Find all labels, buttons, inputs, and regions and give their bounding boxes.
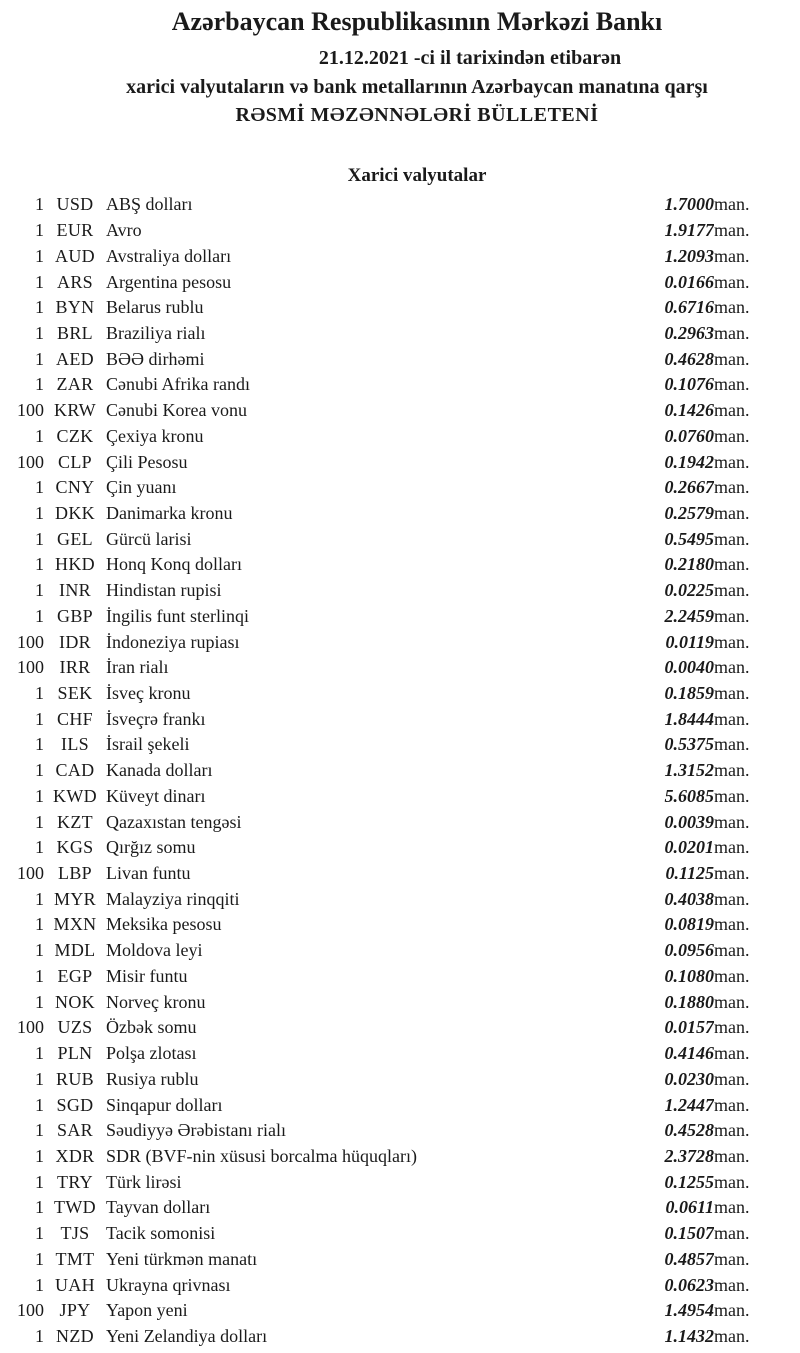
table-row [0, 1324, 800, 1350]
unit-label: man. [714, 1120, 750, 1141]
rate-value: 2.2459 [664, 605, 714, 626]
currency-name: Tayvan dolları [106, 1197, 211, 1218]
effective-date-line: 21.12.2021 -ci il tarixindən etibarən [318, 47, 622, 69]
currency-code: SGD [56, 1094, 94, 1115]
table-row [0, 1221, 800, 1247]
rate-nominal: 1 [35, 220, 44, 241]
currency-code: ARS [57, 271, 93, 292]
table-row [0, 989, 800, 1015]
table-row [0, 501, 800, 527]
rate-value: 0.1125 [665, 863, 714, 884]
rate-value: 1.2093 [664, 245, 714, 266]
currency-name: Yeni Zelandiya dolları [106, 1325, 268, 1346]
bulletin-title: RƏSMİ MƏZƏNNƏLƏRİ BÜLLETENİ [235, 104, 599, 126]
unit-label: man. [714, 502, 750, 523]
rate-value: 0.4628 [664, 348, 714, 369]
unit-label: man. [714, 811, 750, 832]
rate-nominal: 1 [35, 965, 44, 986]
currency-name: Meksika pesosu [106, 914, 222, 935]
rate-nominal: 1 [35, 194, 44, 215]
unit-label: man. [714, 683, 750, 704]
unit-label: man. [714, 965, 750, 986]
unit-label: man. [714, 940, 750, 961]
rate-nominal: 100 [17, 400, 44, 421]
rate-nominal: 1 [35, 914, 44, 935]
rate-value: 0.2963 [664, 322, 714, 343]
rate-nominal: 100 [17, 863, 44, 884]
unit-label: man. [714, 297, 750, 318]
table-row [0, 1015, 800, 1041]
rate-nominal: 1 [35, 1325, 44, 1346]
currency-code: JPY [59, 1300, 91, 1321]
currency-code: BYN [55, 297, 95, 318]
rate-nominal: 1 [35, 1171, 44, 1192]
table-row [0, 861, 800, 887]
rate-nominal: 1 [35, 940, 44, 961]
table-row [0, 964, 800, 990]
rate-nominal: 1 [35, 297, 44, 318]
rate-nominal: 100 [17, 657, 44, 678]
unit-label: man. [714, 1223, 750, 1244]
unit-label: man. [714, 1197, 750, 1218]
rate-value: 2.3728 [664, 1145, 714, 1166]
table-row [0, 398, 800, 424]
unit-label: man. [714, 1248, 750, 1269]
table-row [0, 423, 800, 449]
rate-value: 0.0157 [664, 1017, 714, 1038]
currency-name: Türk lirəsi [106, 1171, 182, 1192]
currency-code: RUB [56, 1068, 94, 1089]
table-row [0, 784, 800, 810]
unit-label: man. [714, 888, 750, 909]
table-row [0, 732, 800, 758]
rate-value: 0.1080 [664, 965, 714, 986]
rate-value: 1.3152 [664, 760, 714, 781]
bulletin-header [0, 6, 800, 129]
unit-label: man. [714, 194, 750, 215]
rate-value: 5.6085 [664, 785, 714, 806]
rate-value: 0.1859 [664, 683, 714, 704]
rate-nominal: 100 [17, 451, 44, 472]
currency-name: Çexiya kronu [106, 425, 204, 446]
currency-name: Kanada dolları [106, 760, 213, 781]
currency-code: XDR [55, 1145, 95, 1166]
currency-code: KRW [54, 400, 96, 421]
unit-label: man. [714, 374, 750, 395]
unit-label: man. [714, 1068, 750, 1089]
rate-nominal: 1 [35, 554, 44, 575]
currency-code: USD [56, 194, 94, 215]
table-row [0, 295, 800, 321]
currency-code: BRL [57, 322, 93, 343]
currency-name: İsveçrə frankı [106, 708, 206, 729]
currency-name: Argentina pesosu [106, 271, 232, 292]
currency-name: Küveyt dinarı [106, 785, 206, 806]
currency-name: Danimarka kronu [106, 502, 233, 523]
table-row [0, 1246, 800, 1272]
rate-value: 0.0623 [664, 1274, 714, 1295]
currency-name: Gürcü larisi [106, 528, 192, 549]
rate-nominal: 1 [35, 1274, 44, 1295]
currency-code: IRR [59, 657, 91, 678]
currency-code: DKK [55, 502, 95, 523]
rate-value: 0.1880 [664, 991, 714, 1012]
currency-name: Malayziya rinqqiti [106, 888, 240, 909]
currency-name: Norveç kronu [106, 991, 206, 1012]
unit-label: man. [714, 1171, 750, 1192]
rate-nominal: 1 [35, 1223, 44, 1244]
table-row [0, 1041, 800, 1067]
rate-nominal: 1 [35, 502, 44, 523]
subtitle-line: xarici valyutaların və bank metallarının Azərbaycan manatına qarşı [126, 76, 708, 98]
exchange-rates-body [0, 192, 800, 1349]
rate-nominal: 100 [17, 631, 44, 652]
currency-name: Honq Konq dolları [106, 554, 242, 575]
currency-name: Çili Pesosu [106, 451, 188, 472]
currency-code: CAD [55, 760, 95, 781]
currency-code: UAH [55, 1274, 95, 1295]
currency-code: SEK [57, 683, 93, 704]
currency-code: INR [59, 580, 91, 601]
currency-code: CHF [57, 708, 93, 729]
currency-code: CLP [58, 451, 92, 472]
currency-code: GBP [57, 605, 93, 626]
rate-value: 0.4857 [664, 1248, 714, 1269]
unit-label: man. [714, 400, 750, 421]
table-row [0, 526, 800, 552]
rate-nominal: 1 [35, 477, 44, 498]
currency-name: Cənubi Afrika randı [106, 374, 250, 395]
currency-code: MXN [53, 914, 97, 935]
rate-value: 0.5375 [664, 734, 714, 755]
unit-label: man. [714, 991, 750, 1012]
unit-label: man. [714, 657, 750, 678]
table-row [0, 655, 800, 681]
unit-label: man. [714, 708, 750, 729]
currency-code: UZS [57, 1017, 93, 1038]
currency-code: PLN [57, 1043, 93, 1064]
rate-value: 0.6716 [664, 297, 714, 318]
rate-value: 1.4954 [664, 1300, 714, 1321]
rate-value: 0.2180 [664, 554, 714, 575]
unit-label: man. [714, 1017, 750, 1038]
currency-name: Avro [106, 220, 142, 241]
currency-name: Hindistan rupisi [106, 580, 222, 601]
rate-value: 0.1507 [664, 1223, 714, 1244]
table-row [0, 1298, 800, 1324]
currency-code: CNY [55, 477, 95, 498]
currency-name: Ukrayna qrivnası [106, 1274, 231, 1295]
unit-label: man. [714, 220, 750, 241]
rate-value: 0.0760 [664, 425, 714, 446]
rate-value: 1.8444 [664, 708, 714, 729]
unit-label: man. [714, 760, 750, 781]
unit-label: man. [714, 1145, 750, 1166]
table-row [0, 372, 800, 398]
unit-label: man. [714, 863, 750, 884]
rate-value: 0.4038 [664, 888, 714, 909]
currency-code: NOK [55, 991, 95, 1012]
rate-nominal: 100 [17, 1300, 44, 1321]
rate-value: 0.1255 [664, 1171, 714, 1192]
rate-nominal: 1 [35, 837, 44, 858]
table-row [0, 912, 800, 938]
currency-name: Özbək somu [106, 1017, 197, 1038]
currency-name: Tacik somonisi [106, 1223, 216, 1244]
unit-label: man. [714, 1300, 750, 1321]
currency-code: EUR [56, 220, 94, 241]
currency-name: Misir funtu [106, 965, 188, 986]
rate-value: 0.0039 [664, 811, 714, 832]
rate-value: 0.5495 [664, 528, 714, 549]
unit-label: man. [714, 348, 750, 369]
table-row [0, 1195, 800, 1221]
currency-code: ILS [61, 734, 89, 755]
currency-name: Braziliya rialı [106, 322, 206, 343]
unit-label: man. [714, 914, 750, 935]
rate-nominal: 1 [35, 348, 44, 369]
currency-code: KGS [56, 837, 94, 858]
rate-nominal: 1 [35, 1043, 44, 1064]
rate-value: 0.0956 [664, 940, 714, 961]
rate-nominal: 1 [35, 734, 44, 755]
unit-label: man. [714, 477, 750, 498]
currency-name: Qırğız somu [106, 837, 196, 858]
unit-label: man. [714, 837, 750, 858]
rate-nominal: 100 [17, 1017, 44, 1038]
table-row [0, 938, 800, 964]
table-row [0, 809, 800, 835]
rate-nominal: 1 [35, 528, 44, 549]
table-row [0, 681, 800, 707]
currency-code: CZK [56, 425, 94, 446]
currency-name: İngilis funt sterlinqi [106, 605, 249, 626]
currency-name: Sinqapur dolları [106, 1094, 223, 1115]
currency-code: AED [56, 348, 94, 369]
rate-value: 0.4528 [664, 1120, 714, 1141]
rate-nominal: 1 [35, 1068, 44, 1089]
currency-code: TRY [57, 1171, 93, 1192]
table-row [0, 269, 800, 295]
rate-value: 1.2447 [664, 1094, 714, 1115]
rate-value: 1.7000 [664, 194, 714, 215]
unit-label: man. [714, 451, 750, 472]
rate-nominal: 1 [35, 374, 44, 395]
unit-label: man. [714, 605, 750, 626]
rate-nominal: 1 [35, 785, 44, 806]
currency-code: IDR [59, 631, 91, 652]
currency-name: Qazaxıstan tengəsi [106, 811, 242, 832]
currency-name: İndoneziya rupiası [106, 631, 240, 652]
currency-name: Rusiya rublu [106, 1068, 199, 1089]
currency-code: ZAR [56, 374, 94, 395]
rate-value: 0.0166 [664, 271, 714, 292]
rate-nominal: 1 [35, 1145, 44, 1166]
table-row [0, 1118, 800, 1144]
table-row [0, 192, 800, 218]
rate-value: 0.0119 [665, 631, 714, 652]
currency-name: İran rialı [106, 657, 169, 678]
currency-name: Moldova leyi [106, 940, 203, 961]
rate-nominal: 1 [35, 683, 44, 704]
table-row [0, 243, 800, 269]
table-row [0, 346, 800, 372]
table-row [0, 475, 800, 501]
rate-nominal: 1 [35, 1094, 44, 1115]
table-row [0, 552, 800, 578]
currency-code: NZD [56, 1325, 94, 1346]
rate-nominal: 1 [35, 1197, 44, 1218]
rate-nominal: 1 [35, 1120, 44, 1141]
rate-nominal: 1 [35, 425, 44, 446]
rate-nominal: 1 [35, 322, 44, 343]
unit-label: man. [714, 1043, 750, 1064]
rate-value: 0.4146 [664, 1043, 714, 1064]
unit-label: man. [714, 554, 750, 575]
currency-code: TWD [54, 1197, 96, 1218]
currency-code: LBP [58, 863, 92, 884]
currency-name: İsveç kronu [106, 683, 191, 704]
unit-label: man. [714, 1274, 750, 1295]
rate-nominal: 1 [35, 271, 44, 292]
currency-code: EGP [57, 965, 93, 986]
table-row [0, 1272, 800, 1298]
unit-label: man. [714, 1094, 750, 1115]
unit-label: man. [714, 245, 750, 266]
unit-label: man. [714, 322, 750, 343]
currency-code: SAR [57, 1120, 93, 1141]
rate-nominal: 1 [35, 605, 44, 626]
rate-value: 0.0225 [664, 580, 714, 601]
currency-code: MYR [54, 888, 96, 909]
table-row [0, 449, 800, 475]
rate-nominal: 1 [35, 580, 44, 601]
unit-label: man. [714, 271, 750, 292]
currency-name: Livan funtu [106, 863, 191, 884]
unit-label: man. [714, 785, 750, 806]
rate-value: 0.0201 [664, 837, 714, 858]
exchange-rates-table [0, 192, 800, 1349]
unit-label: man. [714, 425, 750, 446]
currency-name: Cənubi Korea vonu [106, 400, 247, 421]
table-row [0, 604, 800, 630]
table-row [0, 706, 800, 732]
currency-name: SDR (BVF-nin xüsusi borcalma hüquqları) [106, 1145, 417, 1166]
rate-nominal: 1 [35, 708, 44, 729]
unit-label: man. [714, 734, 750, 755]
section-title-foreign-currencies: Xarici valyutalar [347, 165, 487, 186]
unit-label: man. [714, 528, 750, 549]
table-row [0, 1066, 800, 1092]
currency-name: Yeni türkmən manatı [106, 1248, 258, 1269]
table-row [0, 758, 800, 784]
rate-value: 0.2579 [664, 502, 714, 523]
currency-code: KZT [57, 811, 93, 832]
currency-code: HKD [55, 554, 95, 575]
rate-nominal: 1 [35, 811, 44, 832]
rate-value: 0.0819 [664, 914, 714, 935]
rate-value: 1.1432 [664, 1325, 714, 1346]
rate-value: 0.1076 [664, 374, 714, 395]
currency-name: BƏƏ dirhəmi [106, 348, 205, 369]
table-row [0, 1092, 800, 1118]
rate-value: 0.0230 [664, 1068, 714, 1089]
table-row [0, 578, 800, 604]
rate-value: 0.1942 [664, 451, 714, 472]
currency-code: KWD [53, 785, 97, 806]
unit-label: man. [714, 1325, 750, 1346]
bank-title: Azərbaycan Respublikasının Mərkəzi Bankı [171, 7, 663, 36]
currency-name: Çin yuanı [106, 477, 177, 498]
table-row [0, 886, 800, 912]
currency-name: Belarus rublu [106, 297, 204, 318]
rate-value: 0.0611 [665, 1197, 714, 1218]
table-row [0, 1144, 800, 1170]
table-row [0, 218, 800, 244]
rate-nominal: 1 [35, 888, 44, 909]
currency-code: AUD [55, 245, 95, 266]
rate-nominal: 1 [35, 760, 44, 781]
rate-nominal: 1 [35, 991, 44, 1012]
rate-value: 0.1426 [664, 400, 714, 421]
currency-name: Avstraliya dolları [106, 245, 232, 266]
currency-name: ABŞ dolları [106, 194, 193, 215]
rate-nominal: 1 [35, 1248, 44, 1269]
rate-value: 1.9177 [664, 220, 714, 241]
currency-code: GEL [57, 528, 93, 549]
currency-code: TMT [55, 1248, 95, 1269]
rate-value: 0.2667 [664, 477, 714, 498]
rate-nominal: 1 [35, 245, 44, 266]
currency-name: Polşa zlotası [106, 1043, 197, 1064]
rate-value: 0.0040 [664, 657, 714, 678]
currency-name: Yapon yeni [106, 1300, 188, 1321]
table-row [0, 321, 800, 347]
table-row [0, 835, 800, 861]
table-row [0, 629, 800, 655]
currency-name: İsrail şekeli [106, 734, 190, 755]
unit-label: man. [714, 580, 750, 601]
currency-code: TJS [60, 1223, 90, 1244]
unit-label: man. [714, 631, 750, 652]
currency-code: MDL [54, 940, 96, 961]
currency-name: Səudiyyə Ərəbistanı rialı [106, 1120, 286, 1141]
table-row [0, 1169, 800, 1195]
